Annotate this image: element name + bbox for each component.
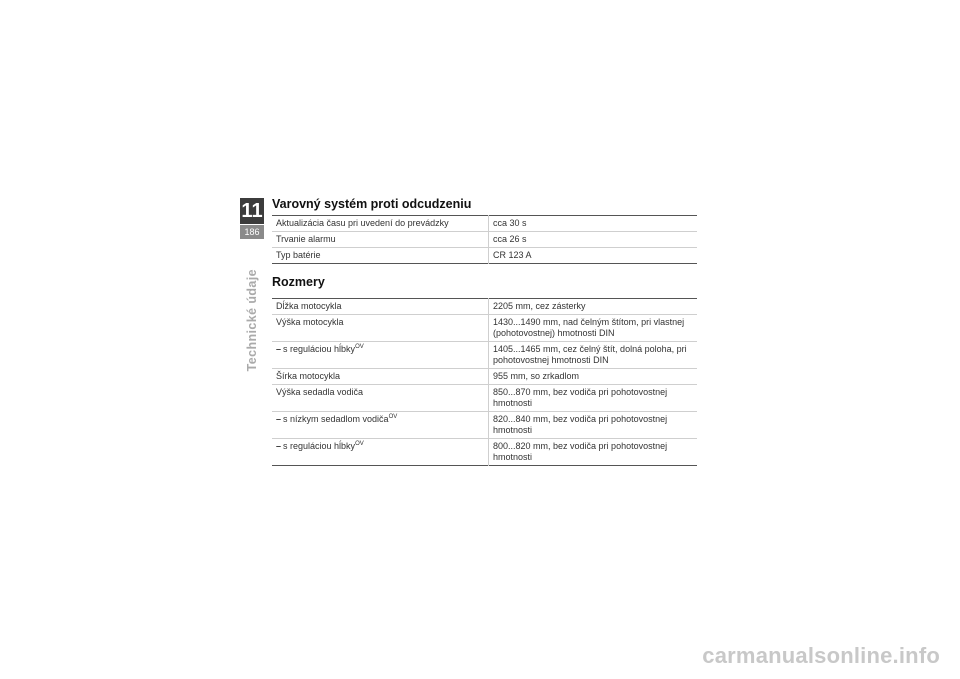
row-value: 850...870 mm, bez vodiča pri pohotovostnej hmotnosti (489, 385, 698, 412)
page-content (272, 196, 697, 466)
section-title-alarm: Varovný systém proti odcudzeniu (272, 197, 472, 211)
dash-bullet: – (276, 441, 282, 451)
table-row (272, 299, 697, 315)
row-label: Trvanie alarmu (272, 232, 489, 248)
table-row (272, 439, 697, 466)
dash-bullet: – (276, 414, 282, 424)
option-sup: OV (388, 414, 398, 420)
row-label-cell (272, 412, 489, 439)
section-title-dimensions: Rozmery (272, 275, 325, 289)
table-row (272, 342, 697, 369)
chapter-number: 11 (241, 200, 263, 222)
chapter-tab (240, 198, 264, 239)
table-row (272, 232, 697, 248)
chapter-side-label (242, 266, 262, 371)
row-label: Šírka motocykla (272, 369, 489, 385)
dimensions-table (272, 298, 697, 466)
row-label: Výška sedadla vodiča (272, 385, 489, 412)
row-value: cca 30 s (493, 218, 527, 228)
row-label: s reguláciou hĺbky (283, 344, 356, 354)
page-number: 186 (240, 225, 264, 239)
row-value: 800...820 mm, bez vodiča pri pohotovostnej hmotnosti (489, 439, 698, 466)
option-sup: OV (355, 441, 364, 447)
table-row (272, 385, 697, 412)
table-row (272, 315, 697, 342)
row-label: Výška motocykla (272, 315, 489, 342)
table-row (272, 248, 697, 264)
row-label: Typ batérie (272, 248, 489, 264)
chapter-side-label-text: Technické údaje (245, 268, 259, 371)
table-row (272, 216, 697, 232)
row-label: s reguláciou hĺbky (283, 441, 356, 451)
row-label-cell (272, 342, 489, 369)
row-value: 1430...1490 mm, nad čelným štítom, pri vlastnej (pohotovostnej) hmotnosti DIN (489, 315, 698, 342)
watermark: carmanualsonline.info (702, 643, 940, 668)
row-value: 820...840 mm, bez vodiča pri pohotovostnej hmotnosti (489, 412, 698, 439)
alarm-table (272, 215, 697, 264)
row-value: CR 123 A (489, 248, 698, 264)
row-label: Aktualizácia času pri uvedení do prevádzky (272, 216, 489, 232)
row-value: 955 mm, so zrkadlom (489, 369, 698, 385)
row-label: s nízkym sedadlom vodiča (283, 414, 389, 424)
dash-bullet: – (276, 344, 282, 354)
table-row (272, 412, 697, 439)
row-label: Dĺžka motocykla (272, 299, 489, 315)
table-row (272, 369, 697, 385)
row-value: cca 26 s (489, 232, 698, 248)
row-value: 2205 mm, cez zásterky (493, 301, 586, 311)
option-sup: OV (355, 344, 364, 350)
row-label-cell (272, 439, 489, 466)
row-value: 1405...1465 mm, cez čelný štít, dolná poloha, pri pohotovostnej hmotnosti DIN (489, 342, 698, 369)
